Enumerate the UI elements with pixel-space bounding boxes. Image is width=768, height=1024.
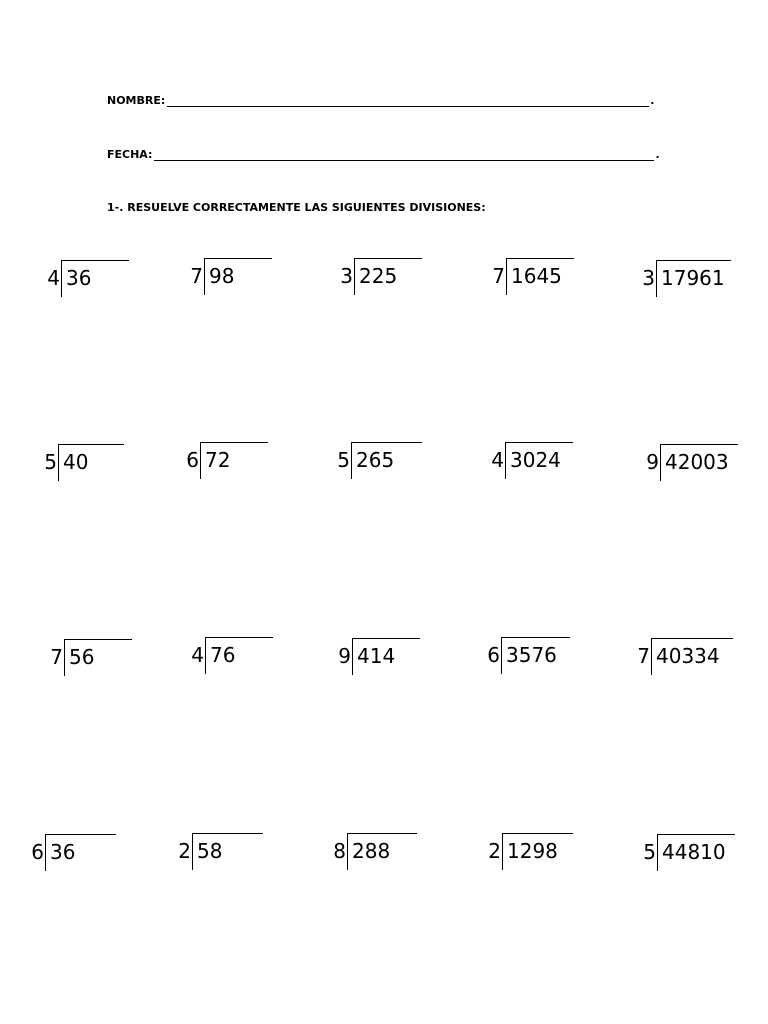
dividend: 98: [209, 264, 235, 288]
dividend: 56: [69, 645, 95, 669]
dividend: 288: [352, 839, 391, 863]
date-field-line: [107, 148, 660, 161]
division-problem: [40, 637, 132, 677]
division-problem: [478, 831, 573, 871]
divisor: 5: [337, 448, 350, 472]
division-problem: [632, 258, 732, 298]
divisor: 3: [642, 266, 655, 290]
date-blank[interactable]: [154, 149, 654, 161]
division-problem: [21, 832, 116, 872]
divisor: 2: [178, 839, 191, 863]
dividend: 1298: [507, 839, 558, 863]
division-problem: [176, 440, 268, 480]
divisor: 8: [333, 839, 346, 863]
division-problem: [181, 635, 273, 675]
divisor: 6: [186, 448, 199, 472]
name-blank[interactable]: [167, 95, 649, 107]
division-problem: [34, 442, 124, 482]
dividend: 265: [356, 448, 395, 472]
dividend: 36: [66, 266, 92, 290]
dividend: 225: [359, 264, 398, 288]
division-problem: [37, 258, 129, 298]
divisor: 7: [190, 264, 203, 288]
division-problem: [330, 256, 422, 296]
divisor: 5: [643, 840, 656, 864]
division-problem: [482, 256, 574, 296]
dividend: 414: [357, 644, 396, 668]
name-line-end: .: [650, 94, 655, 107]
divisor: 7: [492, 264, 505, 288]
dividend: 72: [205, 448, 231, 472]
divisor: 6: [487, 643, 500, 667]
division-problem: [328, 636, 420, 676]
divisor: 2: [488, 839, 501, 863]
division-problem: [627, 636, 733, 676]
division-problem: [168, 831, 263, 871]
division-problem: [481, 440, 573, 480]
divisor: 9: [338, 644, 351, 668]
dividend: 3576: [506, 643, 557, 667]
dividend: 1645: [511, 264, 562, 288]
dividend: 36: [50, 840, 76, 864]
divisor: 6: [31, 840, 44, 864]
dividend: 42003: [665, 450, 729, 474]
divisor: 9: [646, 450, 659, 474]
divisor: 5: [44, 450, 57, 474]
name-label: NOMBRE:: [107, 94, 166, 107]
dividend: 44810: [662, 840, 726, 864]
instruction-text: 1-. RESUELVE CORRECTAMENTE LAS SIGUIENTES DIVISIONES:: [107, 201, 486, 214]
dividend: 76: [210, 643, 236, 667]
division-problem: [180, 256, 272, 296]
divisor: 7: [50, 645, 63, 669]
divisor: 4: [491, 448, 504, 472]
name-field-line: [107, 94, 654, 107]
divisor: 4: [191, 643, 204, 667]
divisor: 3: [340, 264, 353, 288]
division-problem: [327, 440, 422, 480]
divisor: 7: [637, 644, 650, 668]
division-problem: [477, 635, 570, 675]
division-problem: [633, 832, 735, 872]
date-label: FECHA:: [107, 148, 153, 161]
dividend: 40: [63, 450, 89, 474]
divisor: 4: [47, 266, 60, 290]
division-problem: [636, 442, 738, 482]
dividend: 3024: [510, 448, 561, 472]
dividend: 58: [197, 839, 223, 863]
date-line-end: .: [655, 148, 660, 161]
dividend: 40334: [656, 644, 720, 668]
division-problem: [323, 831, 417, 871]
dividend: 17961: [661, 266, 725, 290]
